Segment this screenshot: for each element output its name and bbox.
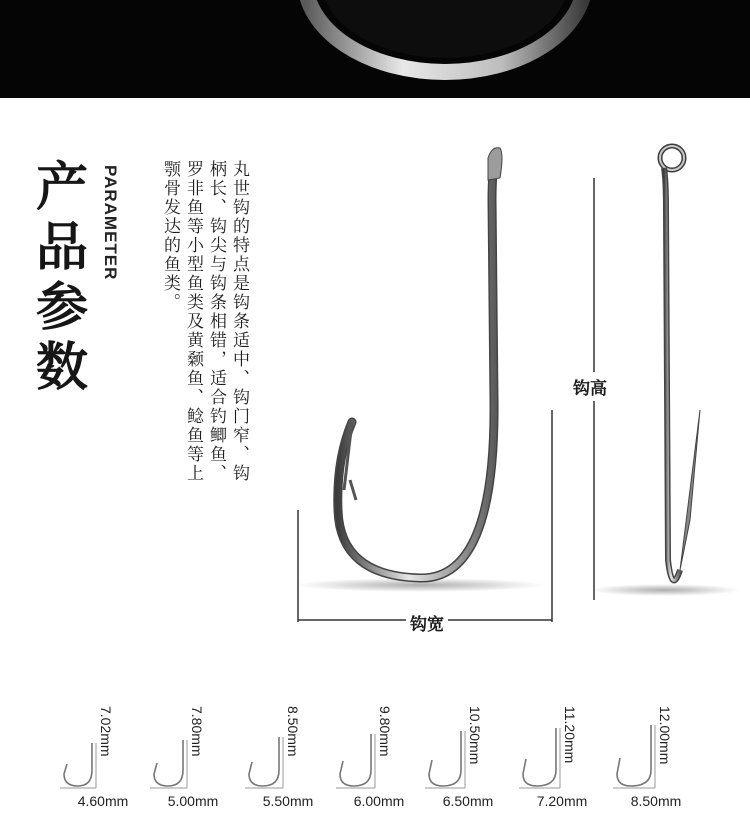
size-height: 11.20mm (562, 706, 578, 764)
section-subtitle: PARAMETER (101, 165, 120, 281)
size-height: 9.80mm (377, 706, 393, 757)
size-hook-icon (611, 700, 701, 792)
size-width: 8.50mm (630, 793, 682, 809)
size-item (148, 700, 238, 818)
size-height: 7.80mm (189, 706, 205, 757)
product-photo-banner (0, 0, 750, 98)
hook-dimension-diagram (280, 140, 740, 640)
product-description: 丸世钩的特点是钩条适中、钩门窄、钩柄长、钩尖与钩条相错，适合钓鲫鱼、罗非鱼等小型鱼类及黄颡鱼、鲶鱼等上颚骨发达的鱼类。 (160, 160, 249, 483)
size-width: 6.00mm (353, 793, 405, 809)
size-item (334, 700, 424, 818)
size-item (611, 700, 701, 818)
size-width: 6.50mm (442, 793, 494, 809)
size-width: 4.60mm (77, 793, 129, 809)
size-item (243, 700, 333, 818)
size-item (423, 700, 513, 818)
size-item (58, 700, 148, 818)
size-width: 5.50mm (262, 793, 314, 809)
size-width: 7.20mm (536, 793, 588, 809)
hook-ring-photo (0, 0, 750, 98)
size-item (517, 700, 607, 818)
hook-front-view (660, 146, 700, 580)
size-height: 7.02mm (98, 706, 114, 757)
hook-width-label: 钩宽 (406, 610, 448, 635)
size-height: 12.00mm (657, 706, 673, 765)
hook-height-label: 钩高 (573, 372, 607, 401)
hook-side-view (338, 148, 502, 578)
size-height: 8.50mm (285, 706, 301, 757)
section-title: 产品参数 (36, 158, 89, 398)
size-width: 5.00mm (167, 793, 219, 809)
size-height: 10.50mm (467, 706, 483, 765)
